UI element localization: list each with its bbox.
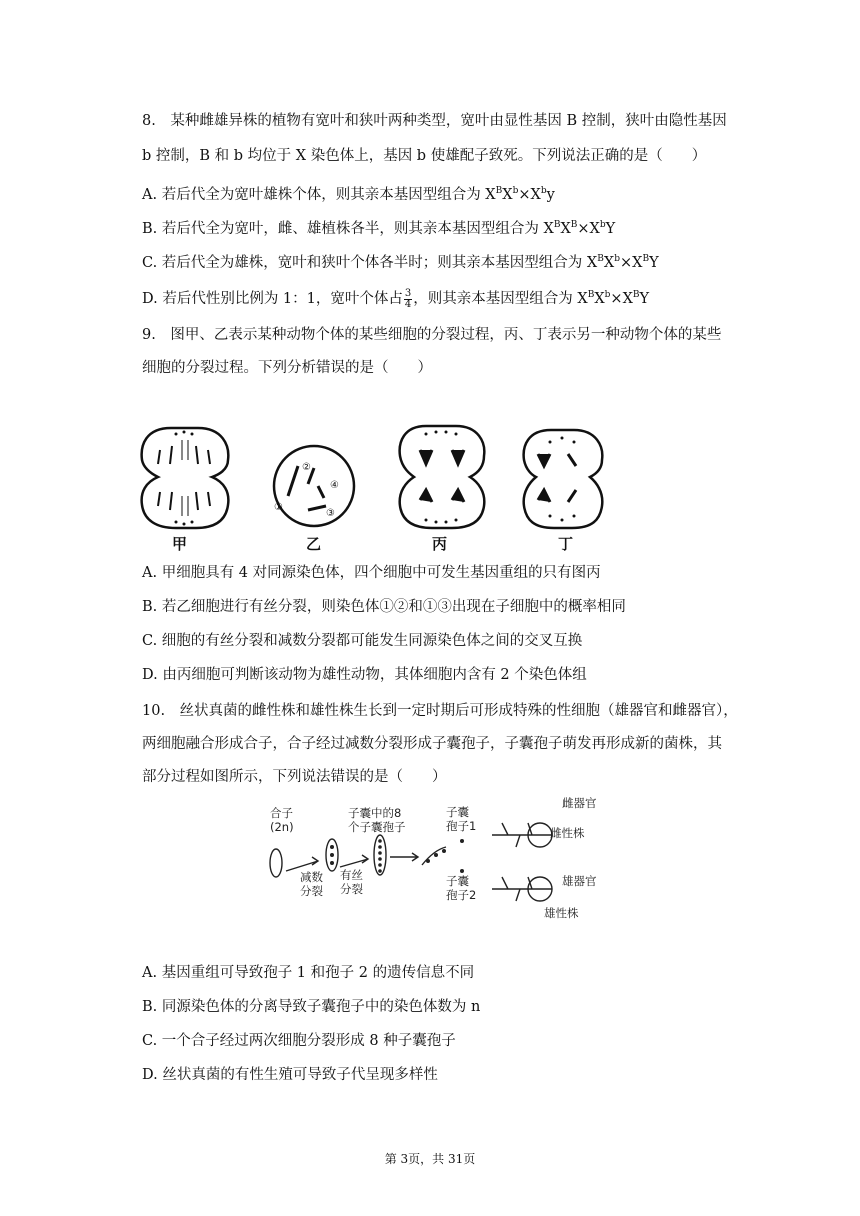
chromosome-label-1: ① [274, 502, 283, 513]
q10-option-c: C. 一个合子经过两次细胞分裂形成 8 种子囊孢子 [142, 1033, 456, 1049]
cell-yi-outline [274, 446, 354, 526]
q10-stem-line1: 10. 丝状真菌的雌性株和雄性株生长到一定时期后可形成特殊的性细胞（雄器官和雌器官）， [142, 703, 738, 719]
q8-stem-line2: b 控制，B 和 b 均位于 X 染色体上，基因 b 使雄配子致死。下列说法正确的是（ ） [142, 148, 707, 164]
label-spore-1: 子囊 孢子1 [446, 805, 477, 833]
label-8-spores: 子囊中的8 个子囊孢子 [348, 806, 406, 834]
caption-bing: 丙 [432, 535, 448, 553]
chromosome-label-2: ② [302, 462, 311, 473]
page-footer: 第 3页，共 31页 [384, 1152, 476, 1166]
label-meiosis: 减数 分裂 [300, 870, 323, 898]
label-female-organ: 雌器官 [562, 796, 597, 810]
label-zygote: 合子 (2n) [270, 806, 294, 834]
hypha-upper [492, 823, 552, 847]
arrow-2 [340, 855, 368, 867]
q9-option-c: C. 细胞的有丝分裂和减数分裂都可能发生同源染色体之间的交叉互换 [142, 633, 583, 649]
hypha-lower [492, 877, 552, 901]
label-male-organ: 雄器官 [562, 874, 597, 888]
q8-option-d: D. 若后代性别比例为 1：1，宽叶个体占 $\frac{3}{4}$ ，则其亲本基因型组合为 $X^BX^b\times X^BY$ [142, 287, 650, 310]
q9-option-b: B. 若乙细胞进行有丝分裂，则染色体①②和①③出现在子细胞中的概率相同 [142, 599, 626, 615]
label-spore-2: 子囊 孢子2 [446, 874, 477, 902]
caption-jia: 甲 [172, 535, 188, 553]
q9-stem-line1: 9. 图甲、乙表示某种动物个体的某些细胞的分裂过程，丙、丁表示另一种动物个体的某些 [142, 327, 722, 343]
zygote-shape [270, 849, 282, 877]
cell-bing-outline [400, 426, 485, 528]
q10-option-a: A. 基因重组可导致孢子 1 和孢子 2 的遗传信息不同 [142, 965, 475, 981]
q10-stem-line2: 两细胞融合形成合子，合子经过减数分裂形成子囊孢子，子囊孢子萌发再形成新的菌株，其 [142, 736, 722, 752]
cell-jia-outline [142, 428, 229, 528]
spore-release [422, 847, 446, 865]
cell-division-figure [136, 420, 616, 535]
caption-yi: 乙 [306, 535, 322, 553]
q8-option-a: A. 若后代全为宽叶雄株个体，则其亲本基因型组合为 $X^BX^b\times X^by$ [142, 186, 555, 203]
q9-stem-line2: 细胞的分裂过程。下列分析错误的是（ ） [142, 360, 432, 376]
q10-stem-line3: 部分过程如图所示，下列说法错误的是（ ） [142, 769, 447, 785]
label-female-strain: 雌性株 [550, 826, 585, 840]
chromosome-label-4: ④ [330, 480, 339, 491]
q9-option-d: D. 由丙细胞可判断该动物为雄性动物，其体细胞内含有 2 个染色体组 [142, 667, 587, 683]
caption-ding: 丁 [558, 535, 574, 553]
fraction: $\frac{3}{4}$ [404, 287, 412, 310]
arrow-1 [286, 857, 318, 871]
label-mitosis: 有丝 分裂 [340, 868, 363, 896]
chromosome-label-3: ③ [326, 508, 335, 519]
q10-option-b: B. 同源染色体的分离导致子囊孢子中的染色体数为 n [142, 999, 481, 1015]
q8-option-b: B. 若后代全为宽叶，雌、雄植株各半，则其亲本基因型组合为 $X^BX^B\times X^bY$ [142, 220, 616, 237]
q9-option-a: A. 甲细胞具有 4 对同源染色体，四个细胞中可发生基因重组的只有图丙 [142, 565, 601, 581]
q8-option-c: C. 若后代全为雄株，宽叶和狭叶个体各半时；则其亲本基因型组合为 $X^BX^b\times X^BY$ [142, 254, 659, 271]
label-male-strain: 雄性株 [544, 906, 579, 920]
q10-option-d: D. 丝状真菌的有性生殖可导致子代呈现多样性 [142, 1067, 438, 1083]
q8-stem-line1: 8. 某种雌雄异株的植物有宽叶和狭叶两种类型，宽叶由显性基因 B 控制，狭叶由隐性基因 [142, 113, 727, 129]
arrow-3 [390, 853, 418, 861]
cell-ding-outline [524, 430, 603, 528]
